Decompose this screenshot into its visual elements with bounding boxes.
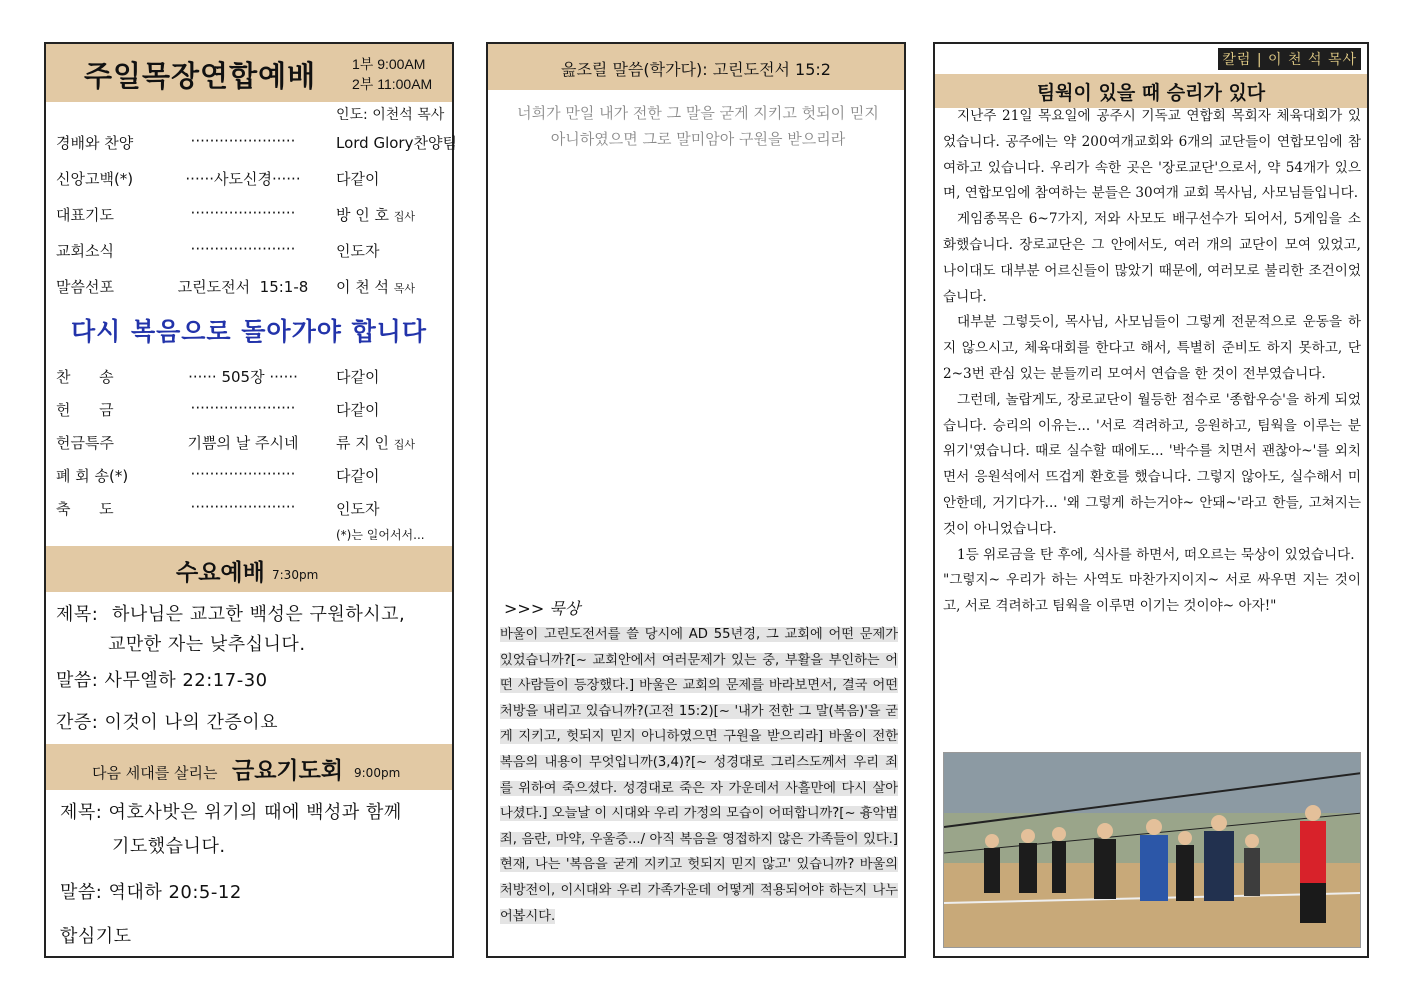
service-times: [352, 54, 432, 94]
column-author-tag: 칼럼 | 이 천 석 목사: [1218, 48, 1361, 70]
order-detail: ······ 505장 ······: [188, 368, 298, 386]
order-row: [56, 399, 452, 425]
order-detail: 기쁨의 날 주시네: [187, 434, 299, 452]
order-row: [56, 240, 452, 266]
order-label: 대표기도: [56, 206, 114, 224]
volleyball-gym-illustration: [944, 753, 1361, 948]
column-title: 팀웍이 있을 때 승리가 있다: [1036, 82, 1266, 104]
column-paragraph: 1등 위로금을 탄 후에, 식사를 하면서, 떠오르는 묵상이 있었습니다.: [957, 546, 1355, 563]
order-row: [56, 465, 452, 491]
friday-scripture: 말씀: 역대하 20:5-12: [60, 882, 242, 903]
order-detail: ······················: [190, 240, 296, 258]
verse-panel: [486, 42, 906, 958]
order-detail: 고린도전서 15:1-8: [177, 278, 309, 296]
order-row: [56, 276, 452, 302]
order-row: [56, 132, 457, 158]
order-row: [56, 366, 452, 392]
friday-subject-line2: 기도했습니다.: [112, 836, 226, 857]
order-label: 폐 회 송(*): [56, 467, 129, 485]
order-detail: ······················: [190, 465, 296, 483]
verse-text: 너희가 만일 내가 전한 그 말을 굳게 지키고 헛되이 믿지 아니하였으면 그로 말미암아 구원을 받으리라: [517, 104, 879, 148]
order-person: 방 인 호 집사: [336, 206, 416, 224]
order-person: Lord Glory찬양팀: [336, 134, 457, 152]
order-label: 신앙고백(*): [56, 170, 134, 188]
service-time-2: 2부 11:00AM: [352, 76, 433, 92]
order-person: 류 지 인 집사: [336, 434, 416, 452]
friday-closing: 합심기도: [60, 926, 132, 947]
order-detail: ······················: [190, 132, 296, 150]
column-paragraph: "그렇지~ 우리가 하는 사역도 마찬가지이지~ 서로 싸우면 지는 것이고, 서로 격려하고 팀웍을 이루면 이기는 것이야~ 아자!": [943, 572, 1361, 615]
order-label: 축 도: [56, 500, 114, 518]
order-detail: ······················: [190, 399, 296, 417]
sunday-service-title: 주일목장연합예배: [84, 59, 317, 93]
meditation-label: >>> 묵상: [504, 599, 581, 618]
worship-order-panel: [44, 42, 457, 958]
wednesday-title: 수요예배: [176, 560, 265, 586]
wednesday-subject-line1: 하나님은 교고한 백성은 구원하시고,: [112, 604, 406, 625]
wednesday-scripture: 말씀: 사무엘하 22:17-30: [56, 670, 268, 691]
friday-band: [46, 744, 452, 790]
order-person: 다같이: [336, 401, 380, 419]
wednesday-subject-label: 제목:: [56, 604, 99, 625]
column-paragraph: 게임종목은 6~7가지, 저와 사모도 배구선수가 되어서, 5게임을 소화했습니다. 장로교단은 그 안에서도, 여러 개의 교단이 모여 있었고, 나이대도 대부분 어르신들이 많았기 때문에, 여러모로 불리한 조건이었습니다.: [943, 211, 1361, 305]
wednesday-band: [46, 546, 452, 592]
order-person: 다같이: [336, 368, 380, 386]
service-time-1: 1부 9:00AM: [352, 56, 426, 72]
order-person: 다같이: [336, 467, 380, 485]
order-label: 경배와 찬양: [56, 134, 134, 152]
meditation-text: 바울이 고린도전서를 쓸 당시에 AD 55년경, 그 교회에 어떤 문제가 있었습니까?[~ 교회안에서 여러문제가 있는 중, 부활을 부인하는 어떤 사람들이 등장했다.] 바울은 교회의 문제를 바라보면서, 결국 어떤 처방을 내리고 있습니까?(고전 15:2)[~ '내가 전한 그 말(복음)'을 굳게 지키고, 헛되지 믿지 아니하였으면 구원을 받으리라] 바울이 전한 복음의 내용이 무엇입니까(3,4)?[~ 성경대로 그리스도께서 우리 죄를 위하여 죽으셨다. 성경대로 죽은 자 가운데서 사흘만에 다시 살아나셨다.] 오늘날 이 시대와 우리 가정의 모습이 어떠합니까?[~ 흉악범죄, 음란, 마약, 우울증.../ 아직 복음을 영접하지 않은 가족들이 있다.] 현재, 나는 '복음을 굳게 지키고 헛되지 믿지 않고' 있습니까? 바울의 처방전이, 이시대와 우리 가족가운데 어떻게 적용되어야 하는지 나누어봅시다.: [500, 627, 898, 924]
column-paragraph: 그런데, 놀랍게도, 장로교단이 월등한 점수로 '종합우승'을 하게 되었습니다. 승리의 이유는... '서로 격려하고, 응원하고, 팀웍을 이루는 분위기'였습니다. 때로 실수할 때에도... '박수를 치면서 괜찮아~'를 외치면서 응원석에서 뜨겁게 환호를 했습니다. 그렇지 않아도, 실수해서 미안한데, 거기다가... '왜 그렇게 하는거야~ 안돼~'라고 한들, 고쳐지는 것이 아니었습니다.: [943, 391, 1361, 537]
order-row: [56, 204, 452, 230]
service-leader: 인도: 이천석 목사: [336, 107, 445, 123]
order-detail: ······사도신경······: [185, 170, 301, 188]
sunday-title-band: [46, 44, 452, 102]
column-body: [943, 104, 1361, 620]
order-row: [56, 498, 452, 524]
friday-subject-line1: 제목: 여호사밧은 위기의 때에 백성과 함께: [60, 802, 402, 823]
friday-prefix: 다음 세대를 살리는: [92, 764, 218, 782]
verse-band: [488, 44, 904, 90]
verse-title: 읊조릴 말씀(학가다): 고린도전서 15:2: [561, 60, 831, 79]
meditation-body: [500, 622, 898, 929]
order-label: 찬 송: [56, 368, 114, 386]
column-paragraph: 지난주 21일 목요일에 공주시 기독교 연합회 목회자 체육대회가 있었습니다. 공주에는 약 200여개교회와 6개의 교단들이 연합모임에 참여하고 있습니다. 우리가 속한 곳은 '장로교단'으로서, 약 54개가 있으며, 연합모임에 참여하는 분들은 30여개 교회 목사님, 사모님들입니다.: [943, 108, 1361, 202]
column-paragraph: 대부분 그렇듯이, 목사님, 사모님들이 그렇게 전문적으로 운동을 하지 않으시고, 체육대회를 한다고 해서, 특별히 준비도 하지 못하고, 단 2~3번 관심 있는 분들끼리 모여서 연습을 한 것이 전부였습니다.: [943, 314, 1361, 382]
order-row: [56, 168, 452, 194]
wednesday-testimony: 간증: 이것이 나의 간증이요: [56, 712, 278, 733]
order-row: [56, 432, 452, 458]
order-person: 이 천 석 목사: [336, 278, 416, 296]
order-detail: ······················: [190, 204, 296, 222]
volleyball-photo: [943, 752, 1361, 948]
friday-time: 9:00pm: [354, 766, 401, 780]
wednesday-subject-line2: 교만한 자는 낮추십니다.: [108, 634, 306, 655]
friday-title: 금요기도회: [232, 758, 344, 784]
sermon-title: 다시 복음으로 돌아가야 합니다: [70, 317, 428, 346]
order-label: 헌 금: [56, 401, 114, 419]
wednesday-time: 7:30pm: [272, 568, 319, 582]
standing-note: (*)는 일어서서...: [336, 528, 425, 542]
order-person: 다같이: [336, 170, 380, 188]
order-label: 헌금특주: [56, 434, 114, 452]
order-person: 인도자: [336, 242, 380, 260]
column-panel: [933, 42, 1369, 958]
order-detail: ······················: [190, 498, 296, 516]
column-title-band: [935, 74, 1367, 108]
order-label: 교회소식: [56, 242, 114, 260]
order-label: 말씀선포: [56, 278, 114, 296]
order-person: 인도자: [336, 500, 380, 518]
